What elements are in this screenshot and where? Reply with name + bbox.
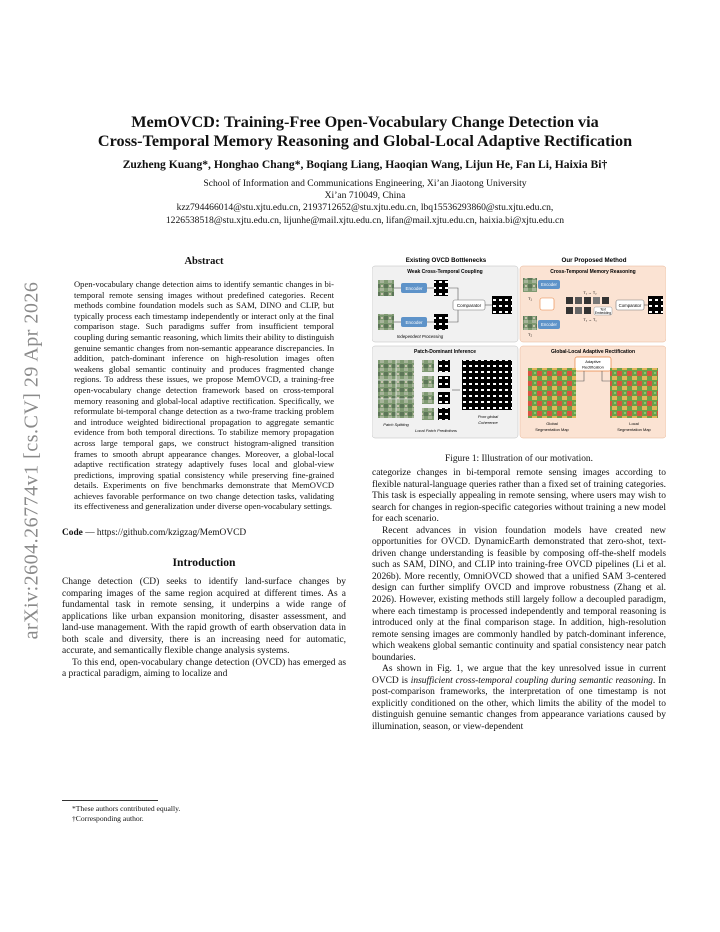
introduction-heading: Introduction bbox=[172, 556, 236, 570]
encoder-label-3: Encoder bbox=[540, 282, 558, 287]
patch-2 bbox=[422, 376, 434, 388]
footnote-equal-contribution: *These authors contributed equally. bbox=[72, 804, 181, 813]
right-p3-start: As shown in Fig. 1, we argue that the key unresolved issue in current OVCD is bbox=[372, 664, 666, 686]
t2-image-left bbox=[378, 314, 394, 330]
independent-label: Independent Processing bbox=[396, 334, 444, 339]
arxiv-id: arXiv:2604.26774v1 [cs.CV] 29 Apr 2026 bbox=[20, 281, 43, 639]
paper-title bbox=[60, 113, 670, 151]
right-p3-end: . In post-comparison frameworks, the interpretation of one timestamp is not explicitly conditioned on the other, which limits the ability of the model to distinguish genuine semantic changes from appearance variations caused by illumination, season, or view-dependent bbox=[372, 675, 666, 733]
affiliation bbox=[60, 178, 670, 227]
global-seg-map bbox=[528, 368, 576, 418]
local-seg-map bbox=[610, 368, 658, 418]
memory-slot-7 bbox=[575, 307, 582, 314]
mask-t1 bbox=[434, 280, 448, 296]
rectification-label: Rectification bbox=[582, 364, 604, 370]
memory-slot-4 bbox=[593, 297, 600, 304]
left-column bbox=[62, 256, 346, 681]
patch-pred-2 bbox=[438, 376, 450, 388]
right-paragraph-3 bbox=[372, 664, 666, 733]
right-paragraph-2: Recent advances in vision foundation models have created new opportunities for OVCD. DynamicEarth demonstrated that zero-shot, text-driven change understanding is feasible by composing off-the-shelf models such as SAM, DINO, and CLIP into training-free OVCD pipelines (Li et al. 2026b). More recently, OmniOVCD showed that a unified SAM 3-centered design can further simplify OVCD and improve robustness (Zhang et al. 2026). However, existing methods still largely follow a decoupled paradigm, where each timestamp is processed independently and temporal reasoning is introduced only at the final comparison stage. In addition, high-resolution remote sensing images are commonly handled by patch-dominant inference, which weakens global semantic continuity and spatial consistency near patch boundaries. bbox=[372, 525, 666, 663]
affiliation-line-2: Xi’an 710049, China bbox=[324, 190, 406, 202]
encoder-label-2: Encoder bbox=[405, 320, 423, 325]
t1-label: T₁ bbox=[528, 296, 532, 301]
embedding-label: Embedding bbox=[594, 311, 612, 315]
patch-splitting-label: Patch Splitting bbox=[383, 422, 409, 427]
memory-slot-5 bbox=[602, 297, 609, 304]
memory-reasoning-title: Cross-Temporal Memory Reasoning bbox=[550, 269, 636, 275]
adaptive-label: Adaptive bbox=[585, 359, 601, 364]
title-line-1: MemOVCD: Training-Free Open-Vocabulary Change Detection via bbox=[131, 113, 599, 131]
right-p3-emphasis: insufficient cross-temporal coupling during semantic reasoning bbox=[410, 675, 653, 686]
comparator-left-label: Comparator bbox=[456, 303, 482, 308]
t2-image-right bbox=[523, 316, 537, 330]
fig-left-header: Existing OVCD Bottlenecks bbox=[405, 257, 487, 264]
global-local-title: Global-Local Adaptive Rectification bbox=[551, 349, 635, 355]
memory-slot-8 bbox=[584, 307, 591, 314]
title-line-2: Cross-Temporal Memory Reasoning and Global-Local Adaptive Rectification bbox=[97, 132, 633, 150]
coherence-label: Coherence bbox=[478, 420, 498, 425]
memory-slot-1 bbox=[566, 297, 573, 304]
footnote-corresponding: †Corresponding author. bbox=[72, 814, 144, 823]
figure-caption: Figure 1: Illustration of our motivation. bbox=[445, 454, 593, 464]
affiliation-line-1: School of Information and Communications Engineering, Xi’an Jiaotong University bbox=[203, 178, 527, 189]
memory-slot-2 bbox=[575, 297, 582, 304]
t1-image-left bbox=[378, 280, 394, 296]
encoder-label-4: Encoder bbox=[540, 322, 558, 327]
code-label: Code bbox=[62, 528, 83, 539]
emails-line-1: kzz794466014@stu.xjtu.edu.cn, 2193712652@stu.xjtu.edu.cn, lbq15536293860@stu.xjtu.edu.cn, bbox=[176, 202, 554, 214]
code-link-line bbox=[62, 528, 346, 538]
poor-global-label: Poor global bbox=[477, 414, 499, 419]
change-map-left bbox=[492, 296, 512, 314]
t1-image-right bbox=[523, 278, 537, 292]
emails-line-2: 1226538518@stu.xjtu.edu.cn, lijunhe@mail.xjtu.edu.cn, lifan@mail.xjtu.edu.cn, haixia.bi@xjtu.edu.cn bbox=[165, 214, 565, 226]
memory-bank-icon bbox=[540, 298, 554, 310]
t2-to-t1-label: T₂ → T₁ bbox=[583, 318, 597, 322]
patch-pred-1 bbox=[438, 360, 450, 372]
intro-paragraph-2: To this end, open-vocabulary change detection (OVCD) has emerged as a practical paradigm, aiming to localize and bbox=[62, 657, 346, 680]
fig-right-header: Our Proposed Method bbox=[561, 257, 627, 264]
code-url[interactable]: — https://github.com/kzigzag/MemOVCD bbox=[82, 528, 247, 539]
abstract-text: Open-vocabulary change detection aims to identify semantic changes in bi-temporal remote sensing images without predefined categories. Recent methods combine foundation models such as SAM, DINO and CLIP, but typically process each timestamp independently or interact only at the final comparison stage. Such paradigms suffer from insufficient temporal coupling during semantic reasoning, which limits their ability to distinguish genuine semantic changes from non-semantic appearance discrepancies. In addition, patch-dominant inference on high-resolution images often weakens global semantic continuity and produces fragmented change regions. To address these issues, we propose MemOVCD, a training-free open-vocabulary change detection framework based on cross-temporal memory reasoning and global-local adaptive rectification. Specifically, we reformulate bi-temporal change detection as a two-frame tracking problem and introduce weighted bidirectional propagation to aggregate semantic evidence from both temporal directions. To stabilize memory propagation across large temporal gaps, we construct histogram-aligned transition frames to smooth abrupt appearance changes. Moreover, a global-local adaptive rectification strategy adaptively fuses local and global-view predictions, improving spatial consistency while preserving fine-grained details. Experiments on five benchmarks demonstrate that MemOVCD achieves favorable performance on two change detection tasks, validating its effectiveness and generalization under diverse open-vocabulary settings. bbox=[74, 279, 334, 512]
patch-3 bbox=[422, 392, 434, 404]
author-list: Zuzheng Kuang*, Honghao Chang*, Boqiang Liang, Haoqian Wang, Lijun He, Fan Li, Haixia Bi† bbox=[122, 158, 608, 171]
patch-pred-4 bbox=[438, 408, 450, 420]
memory-slot-6 bbox=[566, 307, 573, 314]
local-seg-label-1: Local bbox=[629, 421, 639, 426]
encoder-label-1: Encoder bbox=[405, 286, 423, 291]
arxiv-stamp bbox=[10, 260, 54, 660]
mask-t2 bbox=[434, 314, 448, 330]
global-seg-label-1: Global bbox=[546, 421, 558, 426]
patch-4 bbox=[422, 408, 434, 420]
global-seg-label-2: Segmentation Map bbox=[535, 427, 569, 432]
weak-coupling-title: Weak Cross-Temporal Coupling bbox=[407, 269, 483, 275]
patch-dominant-title: Patch-Dominant Inference bbox=[414, 349, 476, 355]
local-patch-predictions-label: Local Patch Predictions bbox=[415, 428, 457, 433]
right-column-text bbox=[372, 468, 666, 734]
t1-to-t2-label: T₁ → T₂ bbox=[583, 291, 597, 295]
motivation-diagram bbox=[372, 256, 666, 440]
footnote-rule bbox=[62, 800, 158, 801]
patch-pred-3 bbox=[438, 392, 450, 404]
memory-slot-3 bbox=[584, 297, 591, 304]
fragmented-map bbox=[462, 360, 512, 410]
local-seg-label-2: Segmentation Map bbox=[617, 427, 651, 432]
right-paragraph-1: categorize changes in bi-temporal remote sensing images according to flexible natural-language queries rather than a fixed set of training categories. This task is especially appealing in remote sensing, where users may wish to search for changes in region-specific categories without training a new model for each scenario. bbox=[372, 468, 666, 525]
figure-1 bbox=[372, 256, 666, 440]
intro-paragraph-1: Change detection (CD) seeks to identify land-surface changes by comparing images of the same region acquired at different times. As a fundamental task in remote sensing, it underpins a wide range of applications like urban expansion monitoring, disaster assessment, and land-use management. With the rapid growth of earth observation data in both scale and diversity, there is an increasing need for automatic, accurate, and semantically flexible change analysis systems. bbox=[62, 577, 346, 657]
footnotes bbox=[62, 800, 346, 824]
abstract-heading: Abstract bbox=[184, 256, 224, 267]
comparator-right-label: Comparator bbox=[618, 303, 642, 308]
t2-label: T₂ bbox=[528, 332, 532, 337]
patch-1 bbox=[422, 360, 434, 372]
text-label: Text bbox=[600, 307, 606, 312]
change-map-right bbox=[648, 296, 663, 314]
